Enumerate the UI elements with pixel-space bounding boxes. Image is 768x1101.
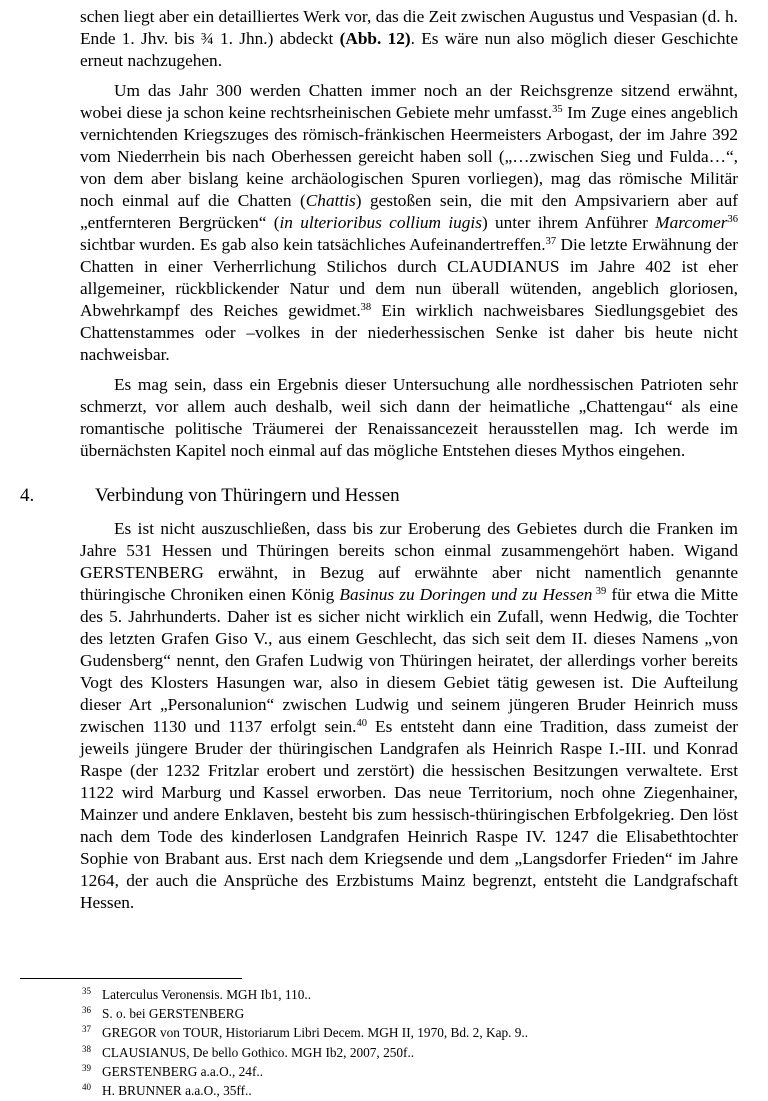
footnote-text: GREGOR von TOUR, Historiarum Libri Decem. MGH II, 1970, Bd. 2, Kap. 9.. <box>102 1025 529 1041</box>
italic-term: Chattis <box>305 191 356 210</box>
paragraph-1: schen liegt aber ein detailliertes Werk vor, das die Zeit zwischen Augustus und Vespasian (d. h. Ende 1. Jhv. bis ¾ 1. Jhn.) abdeckt (Abb. 12). Es wäre nun also möglich dieser Geschichte erneut nachzugehen. <box>80 7 738 70</box>
footnote-separator <box>20 978 242 979</box>
footnote-number: 37 <box>82 1024 91 1035</box>
footnote-number: 39 <box>82 1062 91 1073</box>
paragraph-2: Um das Jahr 300 werden Chatten immer noch an der Reichsgrenze sitzend erwähnt, wobei diese ja schon keine rechtsrheinischen Gebiete mehr umfasst.$^{35}$ Im Zuge eines angeblich vernichtenden Kriegszuges des römisch-fränkischen Heermeisters Arbogast, der im Jahre 392 vom Niederrhein bis nach Oberhessen gereicht haben soll („…zwischen Sieg und Fulda…“, von dem aber bislang keine archäologischen Spuren vorliegen), mag das römische Militär noch einmal auf die Chatten (Chattis) gestoßen sein, die mit den Ampsivariern aber auf „entfernteren Bergrücken“ (in ulterioribus collium iugis) unter ihrem Anführer Marcomer$^{36}$ sichtbar wurden. Es gab also kein tatsächliches Aufeinandertreffen.$^{37}$ Die letzte Erwähnung der Chatten in einer Verherrlichung Stilichos durch CLAUDIANUS im Jahre 402 ist eher allgemeiner, rückblickender Natur und dem nun überall wütenden, angeblich gloriosen, Abwehrkampf des Reiches gewidmet.$^{38}$ Ein wirklich nachweisbares Siedlungsgebiet des Chattenstammes oder –volkes in der niederhessischen Senke ist daher bis heute nicht nachweisbar. <box>80 81 738 364</box>
latin-quote: in ulterioribus collium iugis <box>279 213 482 232</box>
footnote <box>82 1044 528 1063</box>
section-title: Verbindung von Thüringern und Hessen <box>95 485 400 506</box>
footnote-text: H. BRUNNER a.a.O., 35ff.. <box>102 1083 252 1099</box>
footnote-number: 35 <box>82 986 91 996</box>
footnote-number: 36 <box>82 1005 91 1016</box>
paragraph-3: Es mag sein, dass ein Ergebnis dieser Untersuchung alle nordhessischen Patrioten sehr schmerzt, vor allem auch deshalb, weil sich dann der heimatliche „Chattengau“ als eine romantische politische Träumerei der Renaissancezeit herausstellen mag. Ich werde im übernächsten Kapitel noch einmal auf das mögliche Entstehen dieses Mythos eingehen. <box>80 375 738 460</box>
footnote <box>82 1024 528 1043</box>
footnote-ref-36: 36 <box>727 214 738 226</box>
italic-name: Marcomer <box>655 213 728 232</box>
footnote-number: 40 <box>82 1082 91 1093</box>
footnote-text: Laterculus Veronensis. MGH Ib1, 110.. <box>102 987 312 1002</box>
footnote-text: GERSTENBERG a.a.O., 24f.. <box>102 1063 264 1079</box>
footnote-ref-35: 35 <box>552 104 563 116</box>
footnotes <box>82 986 528 1101</box>
figure-reference: (Abb. 12) <box>339 29 411 48</box>
footnote-ref-37: 37 <box>545 236 557 248</box>
footnote-text: CLAUSIANUS, De bello Gothico. MGH Ib2, 2007, 250f.. <box>102 1044 415 1060</box>
footnote-number: 38 <box>82 1043 91 1054</box>
footnote <box>82 986 528 1005</box>
footnote <box>82 1082 528 1101</box>
footnote-ref-40: 40 <box>356 718 367 730</box>
paragraph-4: Es ist nicht auszuschließen, dass bis zur Eroberung des Gebietes durch die Franken im Jahre 531 Hessen und Thüringen bereits schon einmal zusammengehört haben. Wigand GERSTENBERG erwähnt, in Bezug auf erwähnte aber nicht namentlich genannte thüringische Chroniken einen König Basinus zu Doringen und zu Hessen $^{39}$ für etwa die Mitte des 5. Jahrhunderts. Daher ist es sicher nicht wirklich ein Zufall, wenn Hedwig, die Tochter des letzten Grafen Giso V., aus einem Geschlecht, das sich seit dem II. dieses Namens „von Gudensberg“ nennt, den Grafen Ludwig von Thüringen heiratet, der allerdings vorher bereits Vogt des Klosters Hasungen war, also in diesem Gebiet tätig gewesen ist. Die Aufteilung dieser Art „Personalunion“ zwischen Ludwig und seinem jüngeren Bruder Heinrich muss zwischen 1130 und 1137 erfolgt sein.$^{40}$ Es entsteht dann eine Tradition, dass zumeist der jeweils jüngere Bruder der thüringischen Landgrafen als Heinrich Raspe I.-III. und Konrad Raspe (der 1232 Fritzlar erobert und zerstört) die hessischen Besitzungen verwaltete. Erst 1122 wird Marburg und Kassel erworben. Das neue Territorium, noch ohne Ziegenhainer, Mainzer und andere Enklaven, besteht bis zum hessisch-thüringischen Erbfolgekrieg. Den löst nach dem Tode des kinderlosen Landgrafen Heinrich Raspe IV. 1247 die Elisabethtochter Sophie von Brabant aus. Erst nach dem Kriegsende und dem „Langsdorfer Frieden“ im Jahre 1264, der auch die Ansprüche des Erzbistums Mainz begrenzt, entsteht die Landgrafschaft Hessen. <box>80 519 739 912</box>
italic-title: Basinus zu Doringen und zu Hessen <box>339 585 593 604</box>
section-heading <box>20 484 738 508</box>
footnote-ref-39: 39 <box>592 586 607 598</box>
footnote-ref-38: 38 <box>360 302 372 314</box>
section-number: 4. <box>20 485 35 506</box>
footnote <box>82 1005 528 1024</box>
footnote <box>82 1063 528 1082</box>
footnote-text: S. o. bei GERSTENBERG <box>102 1006 245 1022</box>
